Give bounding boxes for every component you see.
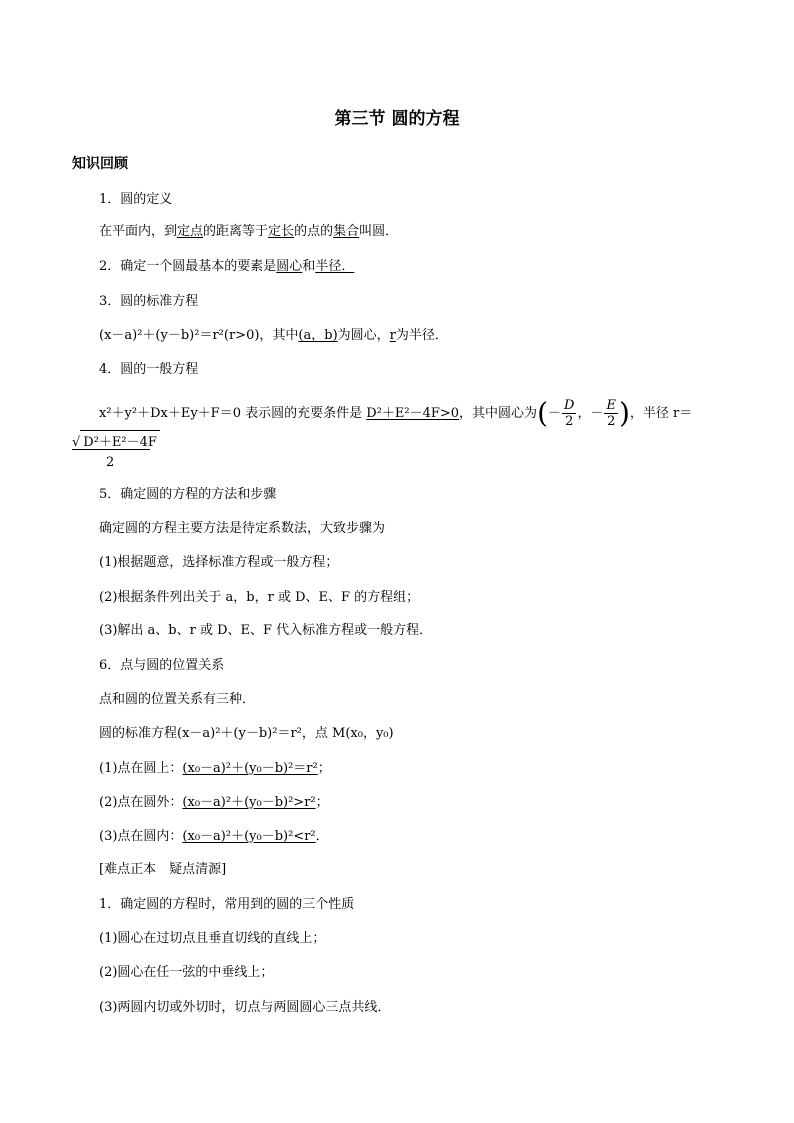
radius-fraction-numerator: √ D²＋E²－4F <box>72 430 160 450</box>
text-line: (1)根据题意，选择标准方程或一般方程； <box>99 555 339 570</box>
right-paren: ) <box>618 396 630 430</box>
text-line: 1．确定圆的方程时，常用到的圆的三个性质 <box>99 897 355 912</box>
text-line: (1)点在圆上：(x₀－a)²＋(y₀－b)²＝r²； <box>99 761 331 776</box>
text-line: (2)圆心在任一弦的中垂线上； <box>99 965 274 980</box>
text-line: (1)圆心在过切点且垂直切线的直线上； <box>99 931 326 946</box>
text-line: (2)点在圆外：(x₀－a)²＋(y₀－b)²>r²； <box>99 795 329 810</box>
text-line: 5．确定圆的方程的方法和步骤 <box>99 487 277 502</box>
text-line: (2)根据条件列出关于 a，b，r 或 D、E、F 的方程组； <box>99 590 420 605</box>
text-line: 6．点与圆的位置关系 <box>99 658 225 673</box>
text-line: 确定圆的方程主要方法是待定系数法，大致步骤为 <box>99 521 386 536</box>
text-line: 4．圆的一般方程 <box>99 362 199 377</box>
radius-fraction-denominator: 2 <box>106 455 115 470</box>
text-line: (x－a)²＋(y－b)²＝r²(r>0)，其中(a，b)为圆心，r为半径． <box>99 328 448 343</box>
text-line: (3)两圆内切或外切时，切点与两圆圆心三点共线． <box>99 1000 391 1015</box>
text-line: 点和圆的位置关系有三种． <box>99 692 256 707</box>
left-paren: ( <box>537 396 548 430</box>
text-line: 3．圆的标准方程 <box>99 294 199 309</box>
text-line: 1．圆的定义 <box>99 192 173 207</box>
text-line: 圆的标准方程(x－a)²＋(y－b)²＝r²，点 M(x₀，y₀) <box>99 726 394 741</box>
text-line: (3)解出 a、b、r 或 D、E、F 代入标准方程或一般方程． <box>99 623 433 638</box>
fraction: $\frac{E}{2}$ <box>606 398 616 429</box>
text-line: 在平面内，到定点的距离等于定长的点的集合叫圆． <box>99 224 399 239</box>
fraction: $\frac{D}{2}$ <box>564 398 575 429</box>
text-line: x²＋y²＋Dx＋Ey＋F＝0 表示圆的充要条件是 D²＋E²－4F>0，其中圆心为(－ $\frac{D}{2}$ ，－ $\frac{E}{2}$ )，半径 r＝ <box>99 396 693 430</box>
page-title: 第三节 圆的方程 <box>334 109 460 129</box>
text-line: 2．确定一个圆最基本的要素是圆心和半径． <box>99 259 355 274</box>
text-line: [难点正本 疑点清源] <box>99 862 227 877</box>
text-line: (3)点在圆内：(x₀－a)²＋(y₀－b)²<r²． <box>99 829 329 844</box>
fraction-bar <box>72 449 150 450</box>
section-heading: 知识回顾 <box>72 156 128 172</box>
